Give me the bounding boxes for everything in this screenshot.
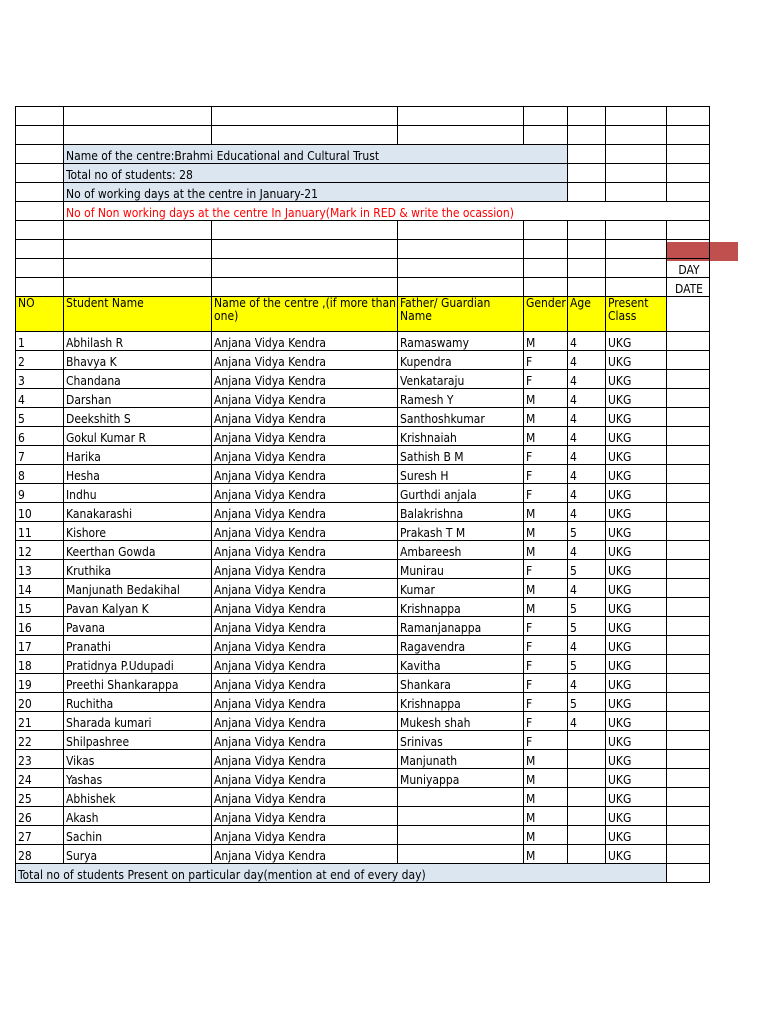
student-age[interactable] <box>568 750 606 769</box>
student-no[interactable]: 26 <box>16 807 64 826</box>
student-age[interactable]: 4 <box>568 446 606 465</box>
student-gender[interactable]: F <box>524 674 568 693</box>
student-gender[interactable]: F <box>524 351 568 370</box>
student-gender[interactable]: M <box>524 750 568 769</box>
student-guardian[interactable]: Kavitha <box>398 655 524 674</box>
student-gender[interactable]: F <box>524 712 568 731</box>
student-guardian[interactable]: Mukesh shah <box>398 712 524 731</box>
student-class[interactable]: UKG <box>606 674 667 693</box>
student-guardian[interactable]: Ramesh Y <box>398 389 524 408</box>
student-age[interactable]: 5 <box>568 560 606 579</box>
student-centre[interactable]: Anjana Vidya Kendra <box>212 408 398 427</box>
student-name[interactable]: Darshan <box>64 389 212 408</box>
student-centre[interactable]: Anjana Vidya Kendra <box>212 674 398 693</box>
student-class[interactable]: UKG <box>606 636 667 655</box>
student-no[interactable]: 21 <box>16 712 64 731</box>
student-no[interactable]: 6 <box>16 427 64 446</box>
student-name[interactable]: Hesha <box>64 465 212 484</box>
student-class[interactable]: UKG <box>606 617 667 636</box>
student-class[interactable]: UKG <box>606 408 667 427</box>
student-gender[interactable]: M <box>524 769 568 788</box>
attendance-cell[interactable] <box>667 560 710 579</box>
student-centre[interactable]: Anjana Vidya Kendra <box>212 503 398 522</box>
student-age[interactable]: 4 <box>568 541 606 560</box>
student-no[interactable]: 2 <box>16 351 64 370</box>
student-guardian[interactable]: Krishnappa <box>398 693 524 712</box>
student-class[interactable]: UKG <box>606 427 667 446</box>
student-age[interactable]: 4 <box>568 465 606 484</box>
student-no[interactable]: 11 <box>16 522 64 541</box>
student-no[interactable]: 5 <box>16 408 64 427</box>
student-gender[interactable]: F <box>524 655 568 674</box>
student-no[interactable]: 27 <box>16 826 64 845</box>
student-class[interactable]: UKG <box>606 769 667 788</box>
student-name[interactable]: Abhilash R <box>64 332 212 351</box>
student-guardian[interactable]: Ragavendra <box>398 636 524 655</box>
student-centre[interactable]: Anjana Vidya Kendra <box>212 807 398 826</box>
student-age[interactable] <box>568 807 606 826</box>
student-age[interactable] <box>568 788 606 807</box>
attendance-cell[interactable] <box>667 484 710 503</box>
table-row <box>16 712 710 731</box>
header-row <box>16 297 710 332</box>
table-row <box>16 617 710 636</box>
table-row <box>16 522 710 541</box>
student-name[interactable]: Gokul Kumar R <box>64 427 212 446</box>
student-class[interactable]: UKG <box>606 693 667 712</box>
student-guardian[interactable]: Santhoshkumar <box>398 408 524 427</box>
student-age[interactable]: 4 <box>568 351 606 370</box>
student-no[interactable]: 24 <box>16 769 64 788</box>
student-no[interactable]: 15 <box>16 598 64 617</box>
attendance-sheet <box>15 106 710 883</box>
student-guardian[interactable]: Shankara <box>398 674 524 693</box>
student-gender[interactable]: M <box>524 807 568 826</box>
student-centre[interactable]: Anjana Vidya Kendra <box>212 560 398 579</box>
attendance-cell[interactable] <box>667 693 710 712</box>
student-centre[interactable]: Anjana Vidya Kendra <box>212 465 398 484</box>
blank-row <box>16 107 710 126</box>
student-gender[interactable]: F <box>524 465 568 484</box>
attendance-cell[interactable] <box>667 522 710 541</box>
table-row <box>16 370 710 389</box>
student-class[interactable]: UKG <box>606 503 667 522</box>
table-row <box>16 655 710 674</box>
total-present-cell[interactable] <box>667 864 710 883</box>
attendance-cell[interactable] <box>667 541 710 560</box>
student-guardian[interactable] <box>398 807 524 826</box>
student-class[interactable]: UKG <box>606 465 667 484</box>
student-class[interactable]: UKG <box>606 655 667 674</box>
student-no[interactable]: 16 <box>16 617 64 636</box>
student-centre[interactable]: Anjana Vidya Kendra <box>212 693 398 712</box>
student-centre[interactable]: Anjana Vidya Kendra <box>212 655 398 674</box>
table-row <box>16 351 710 370</box>
student-class[interactable]: UKG <box>606 845 667 864</box>
student-guardian[interactable]: Muniyappa <box>398 769 524 788</box>
student-age[interactable]: 5 <box>568 522 606 541</box>
attendance-cell[interactable] <box>667 446 710 465</box>
student-name[interactable]: Pratidnya P.Udupadi <box>64 655 212 674</box>
student-age[interactable] <box>568 826 606 845</box>
student-guardian[interactable] <box>398 845 524 864</box>
student-name[interactable]: Indhu <box>64 484 212 503</box>
col-header-guardian[interactable]: Father/ Guardian Name <box>398 297 524 332</box>
student-centre[interactable]: Anjana Vidya Kendra <box>212 826 398 845</box>
student-gender[interactable]: M <box>524 427 568 446</box>
student-name[interactable]: Keerthan Gowda <box>64 541 212 560</box>
student-name[interactable]: Pranathi <box>64 636 212 655</box>
student-guardian[interactable]: Kupendra <box>398 351 524 370</box>
student-class[interactable]: UKG <box>606 370 667 389</box>
student-class[interactable]: UKG <box>606 541 667 560</box>
attendance-cell[interactable] <box>667 731 710 750</box>
student-name[interactable]: Shilpashree <box>64 731 212 750</box>
student-class[interactable]: UKG <box>606 332 667 351</box>
attendance-cell[interactable] <box>667 351 710 370</box>
student-age[interactable] <box>568 769 606 788</box>
student-class[interactable]: UKG <box>606 788 667 807</box>
table-row <box>16 788 710 807</box>
student-centre[interactable]: Anjana Vidya Kendra <box>212 389 398 408</box>
table-row <box>16 674 710 693</box>
table-row <box>16 541 710 560</box>
student-age[interactable]: 5 <box>568 598 606 617</box>
student-no[interactable]: 22 <box>16 731 64 750</box>
table-row <box>16 484 710 503</box>
col-header-present-class[interactable]: Present Class <box>606 297 667 332</box>
attendance-cell[interactable] <box>667 332 710 351</box>
student-centre[interactable]: Anjana Vidya Kendra <box>212 370 398 389</box>
table-row <box>16 389 710 408</box>
attendance-cell[interactable] <box>667 750 710 769</box>
date-label[interactable]: DATE <box>667 278 710 297</box>
student-gender[interactable]: F <box>524 560 568 579</box>
student-name[interactable]: Sharada kumari <box>64 712 212 731</box>
attendance-cell[interactable] <box>667 617 710 636</box>
student-name[interactable]: Abhishek <box>64 788 212 807</box>
student-centre[interactable]: Anjana Vidya Kendra <box>212 332 398 351</box>
student-gender[interactable]: M <box>524 332 568 351</box>
student-no[interactable]: 23 <box>16 750 64 769</box>
student-gender[interactable]: M <box>524 579 568 598</box>
student-age[interactable]: 4 <box>568 503 606 522</box>
student-class[interactable]: UKG <box>606 598 667 617</box>
student-guardian[interactable]: Munirau <box>398 560 524 579</box>
student-name[interactable]: Akash <box>64 807 212 826</box>
student-guardian[interactable]: Ambareesh <box>398 541 524 560</box>
student-age[interactable]: 4 <box>568 408 606 427</box>
student-no[interactable]: 1 <box>16 332 64 351</box>
student-no[interactable]: 12 <box>16 541 64 560</box>
student-guardian[interactable]: Balakrishna <box>398 503 524 522</box>
attendance-cell[interactable] <box>667 655 710 674</box>
student-no[interactable]: 20 <box>16 693 64 712</box>
student-no[interactable]: 17 <box>16 636 64 655</box>
attendance-cell[interactable] <box>667 769 710 788</box>
student-centre[interactable]: Anjana Vidya Kendra <box>212 579 398 598</box>
student-centre[interactable]: Anjana Vidya Kendra <box>212 750 398 769</box>
student-class[interactable]: UKG <box>606 484 667 503</box>
table-row <box>16 408 710 427</box>
student-guardian[interactable] <box>398 788 524 807</box>
student-centre[interactable]: Anjana Vidya Kendra <box>212 769 398 788</box>
student-no[interactable]: 19 <box>16 674 64 693</box>
student-no[interactable]: 14 <box>16 579 64 598</box>
table-row <box>16 636 710 655</box>
student-no[interactable]: 4 <box>16 389 64 408</box>
attendance-cell[interactable] <box>667 503 710 522</box>
student-age[interactable]: 4 <box>568 370 606 389</box>
student-gender[interactable]: M <box>524 598 568 617</box>
student-age[interactable] <box>568 845 606 864</box>
student-centre[interactable]: Anjana Vidya Kendra <box>212 617 398 636</box>
student-class[interactable]: UKG <box>606 807 667 826</box>
student-guardian[interactable] <box>398 826 524 845</box>
student-centre[interactable]: Anjana Vidya Kendra <box>212 351 398 370</box>
table-row <box>16 427 710 446</box>
student-no[interactable]: 3 <box>16 370 64 389</box>
student-centre[interactable]: Anjana Vidya Kendra <box>212 845 398 864</box>
student-centre[interactable]: Anjana Vidya Kendra <box>212 598 398 617</box>
student-name[interactable]: Kruthika <box>64 560 212 579</box>
working-days[interactable]: No of working days at the centre in January-21 <box>64 183 568 202</box>
table-row <box>16 446 710 465</box>
attendance-cell[interactable] <box>667 674 710 693</box>
student-class[interactable]: UKG <box>606 731 667 750</box>
student-class[interactable]: UKG <box>606 389 667 408</box>
blank-row <box>16 240 710 259</box>
student-guardian[interactable]: Gurthdi anjala <box>398 484 524 503</box>
student-no[interactable]: 9 <box>16 484 64 503</box>
student-guardian[interactable]: Venkataraju <box>398 370 524 389</box>
student-gender[interactable]: M <box>524 541 568 560</box>
student-centre[interactable]: Anjana Vidya Kendra <box>212 788 398 807</box>
student-age[interactable]: 4 <box>568 484 606 503</box>
student-class[interactable]: UKG <box>606 560 667 579</box>
attendance-cell[interactable] <box>667 598 710 617</box>
student-centre[interactable]: Anjana Vidya Kendra <box>212 541 398 560</box>
student-class[interactable]: UKG <box>606 446 667 465</box>
total-present-label[interactable]: Total no of students Present on particular day(mention at end of every day) <box>16 864 667 883</box>
student-name[interactable]: Pavana <box>64 617 212 636</box>
student-name[interactable]: Kanakarashi <box>64 503 212 522</box>
student-gender[interactable]: F <box>524 484 568 503</box>
attendance-cell[interactable] <box>667 427 710 446</box>
total-students[interactable]: Total no of students: 28 <box>64 164 568 183</box>
table-row <box>16 579 710 598</box>
student-gender[interactable]: F <box>524 617 568 636</box>
student-name[interactable]: Harika <box>64 446 212 465</box>
student-no[interactable]: 8 <box>16 465 64 484</box>
attendance-cell[interactable] <box>667 389 710 408</box>
student-centre[interactable]: Anjana Vidya Kendra <box>212 446 398 465</box>
student-no[interactable]: 18 <box>16 655 64 674</box>
student-age[interactable]: 4 <box>568 712 606 731</box>
student-gender[interactable]: M <box>524 788 568 807</box>
student-name[interactable]: Yashas <box>64 769 212 788</box>
student-age[interactable]: 4 <box>568 579 606 598</box>
student-name[interactable]: Deekshith S <box>64 408 212 427</box>
student-guardian[interactable]: Suresh H <box>398 465 524 484</box>
attendance-cell[interactable] <box>667 636 710 655</box>
student-name[interactable]: Sachin <box>64 826 212 845</box>
student-guardian[interactable]: Krishnaiah <box>398 427 524 446</box>
table-row <box>16 807 710 826</box>
day-label[interactable]: DAY <box>667 259 710 278</box>
student-name[interactable]: Chandana <box>64 370 212 389</box>
attendance-cell[interactable] <box>667 579 710 598</box>
student-class[interactable]: UKG <box>606 750 667 769</box>
student-age[interactable]: 4 <box>568 674 606 693</box>
centre-name[interactable]: Name of the centre:Brahmi Educational and Cultural Trust <box>64 145 568 164</box>
student-gender[interactable]: M <box>524 845 568 864</box>
student-age[interactable]: 5 <box>568 655 606 674</box>
student-no[interactable]: 13 <box>16 560 64 579</box>
non-working-days[interactable]: No of Non working days at the centre In January(Mark in RED & write the ocassion) <box>64 202 710 221</box>
student-guardian[interactable]: Sathish B M <box>398 446 524 465</box>
student-gender[interactable]: M <box>524 503 568 522</box>
student-no[interactable]: 25 <box>16 788 64 807</box>
student-guardian[interactable]: Ramanjanappa <box>398 617 524 636</box>
student-centre[interactable]: Anjana Vidya Kendra <box>212 731 398 750</box>
student-age[interactable] <box>568 731 606 750</box>
attendance-cell[interactable] <box>667 826 710 845</box>
attendance-cell[interactable] <box>667 712 710 731</box>
student-gender[interactable]: F <box>524 446 568 465</box>
student-class[interactable]: UKG <box>606 522 667 541</box>
student-guardian[interactable]: Prakash T M <box>398 522 524 541</box>
table-row <box>16 826 710 845</box>
col-header-no[interactable]: NO <box>16 297 64 332</box>
student-no[interactable]: 28 <box>16 845 64 864</box>
table-row <box>16 598 710 617</box>
student-guardian[interactable]: Manjunath <box>398 750 524 769</box>
student-age[interactable]: 5 <box>568 617 606 636</box>
table-row <box>16 503 710 522</box>
col-header-gender[interactable]: Gender <box>524 297 568 332</box>
student-age[interactable]: 4 <box>568 332 606 351</box>
student-name[interactable]: Preethi Shankarappa <box>64 674 212 693</box>
attendance-cell[interactable] <box>667 408 710 427</box>
student-age[interactable]: 4 <box>568 427 606 446</box>
attendance-cell[interactable] <box>667 845 710 864</box>
student-guardian[interactable]: Srinivas <box>398 731 524 750</box>
student-name[interactable]: Pavan Kalyan K <box>64 598 212 617</box>
student-guardian[interactable]: Kumar <box>398 579 524 598</box>
student-name[interactable]: Kishore <box>64 522 212 541</box>
table-row <box>16 731 710 750</box>
student-centre[interactable]: Anjana Vidya Kendra <box>212 712 398 731</box>
table-row <box>16 769 710 788</box>
student-age[interactable]: 4 <box>568 389 606 408</box>
student-age[interactable]: 5 <box>568 693 606 712</box>
student-gender[interactable]: M <box>524 408 568 427</box>
student-class[interactable]: UKG <box>606 351 667 370</box>
col-header-centre[interactable]: Name of the centre ,(if more than one) <box>212 297 398 332</box>
student-name[interactable]: Manjunath Bedakihal <box>64 579 212 598</box>
student-gender[interactable]: F <box>524 731 568 750</box>
student-gender[interactable]: F <box>524 370 568 389</box>
student-centre[interactable]: Anjana Vidya Kendra <box>212 636 398 655</box>
student-centre[interactable]: Anjana Vidya Kendra <box>212 484 398 503</box>
student-guardian[interactable]: Krishnappa <box>398 598 524 617</box>
student-class[interactable]: UKG <box>606 579 667 598</box>
student-class[interactable]: UKG <box>606 826 667 845</box>
student-gender[interactable]: M <box>524 826 568 845</box>
student-name[interactable]: Ruchitha <box>64 693 212 712</box>
col-header-age[interactable]: Age <box>568 297 606 332</box>
student-age[interactable]: 4 <box>568 636 606 655</box>
student-centre[interactable]: Anjana Vidya Kendra <box>212 427 398 446</box>
student-name[interactable]: Bhavya K <box>64 351 212 370</box>
attendance-cell[interactable] <box>667 370 710 389</box>
student-gender[interactable]: F <box>524 693 568 712</box>
student-guardian[interactable]: Ramaswamy <box>398 332 524 351</box>
student-name[interactable]: Surya <box>64 845 212 864</box>
student-no[interactable]: 7 <box>16 446 64 465</box>
table-row <box>16 560 710 579</box>
student-name[interactable]: Vikas <box>64 750 212 769</box>
blank-row <box>16 126 710 145</box>
col-header-student-name[interactable]: Student Name <box>64 297 212 332</box>
student-class[interactable]: UKG <box>606 712 667 731</box>
table-row <box>16 693 710 712</box>
attendance-cell[interactable] <box>667 807 710 826</box>
student-centre[interactable]: Anjana Vidya Kendra <box>212 522 398 541</box>
student-no[interactable]: 10 <box>16 503 64 522</box>
table-row <box>16 845 710 864</box>
table-row <box>16 465 710 484</box>
attendance-cell[interactable] <box>667 465 710 484</box>
student-gender[interactable]: F <box>524 636 568 655</box>
table-row <box>16 750 710 769</box>
attendance-cell[interactable] <box>667 788 710 807</box>
student-gender[interactable]: M <box>524 389 568 408</box>
student-gender[interactable]: M <box>524 522 568 541</box>
table-row <box>16 332 710 351</box>
blank-row <box>16 221 710 240</box>
